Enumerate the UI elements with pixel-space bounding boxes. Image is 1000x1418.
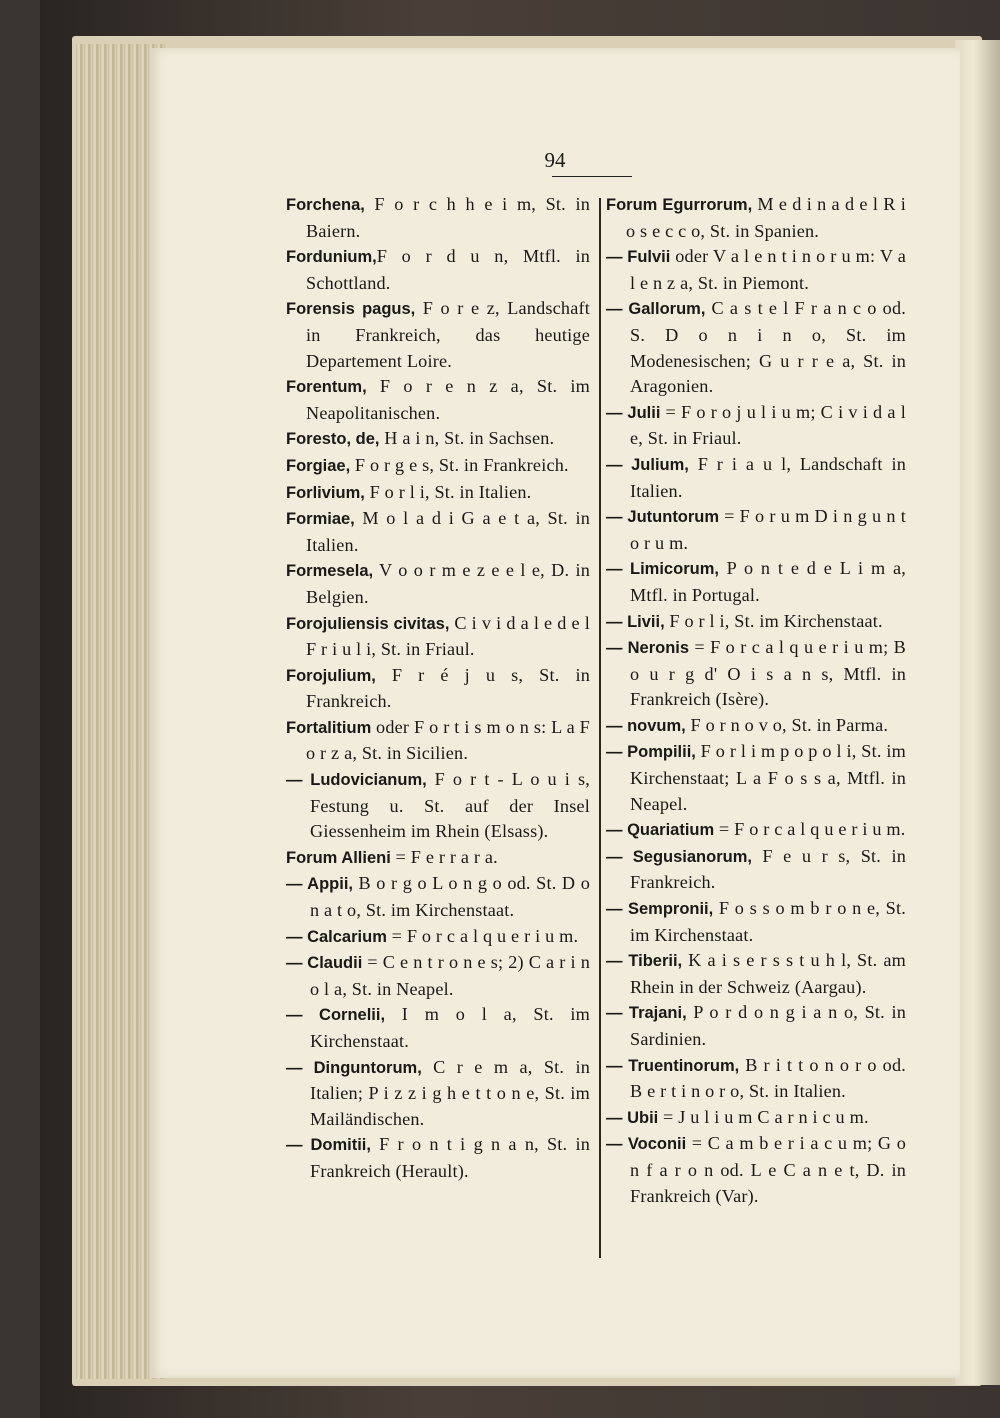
entry-headword: — Voconii xyxy=(606,1135,687,1154)
entry-text: M o l a d i G a e t a, St. in Italien. xyxy=(306,508,590,555)
entry-text: C r e m a, St. in Italien; P i z z i g h e t t o n e, St. im Mailändischen. xyxy=(310,1056,590,1129)
entry-text: C i v i d a l e d e l F r i u l i, St. in Friaul. xyxy=(306,612,590,660)
entry-headword: Foresto, de, xyxy=(286,430,380,449)
dictionary-entry xyxy=(286,453,590,480)
entry-headword: — Cornelii, xyxy=(286,1006,386,1025)
dictionary-entry xyxy=(286,924,590,951)
dictionary-entry xyxy=(606,609,906,636)
entry-headword: — Domitii, xyxy=(286,1136,371,1155)
entry-text: = J u l i u m C a r n i c u m. xyxy=(658,1106,869,1127)
dictionary-entry xyxy=(606,1053,906,1105)
dictionary-entry xyxy=(286,506,590,558)
dictionary-entry xyxy=(606,948,906,1000)
entry-headword: Fordunium, xyxy=(286,248,377,267)
dictionary-entry xyxy=(606,1131,906,1209)
entry-headword: Forum Egurrorum, xyxy=(606,196,753,214)
entry-headword: — Limicorum, xyxy=(606,560,719,579)
dictionary-entry xyxy=(286,374,590,426)
entry-text: B o r g o L o n g o od. St. D o n a t o, St. im Kirchenstaat. xyxy=(310,873,590,921)
entry-headword: — Livii, xyxy=(606,612,665,631)
entry-headword: — Trajani, xyxy=(606,1004,687,1023)
entry-headword: — Gallorum, xyxy=(606,300,706,319)
entry-text: F o r l i, St. im Kirchenstaat. xyxy=(664,610,883,631)
dictionary-entry xyxy=(606,192,906,244)
entry-headword: Fortalitium xyxy=(286,718,372,737)
dictionary-entry xyxy=(606,556,906,608)
entry-headword: — Truentinorum, xyxy=(606,1056,740,1075)
dictionary-entry xyxy=(286,611,590,663)
dictionary-entry xyxy=(286,426,590,453)
entry-text: F o r n o v o, St. in Parma. xyxy=(685,714,889,735)
facing-page-edge xyxy=(955,40,1000,1385)
dictionary-entry xyxy=(606,296,906,399)
entry-text: oder V a l e n t i n o r u m: V a l e n z a, St. in Piemont. xyxy=(630,246,906,293)
header-rule xyxy=(552,176,632,177)
entry-text: F o r e z, Landschaft in Frankreich, das heutige Departement Loire. xyxy=(306,298,590,371)
dictionary-entry xyxy=(606,400,906,452)
dictionary-entry xyxy=(286,192,590,244)
entry-text: F e u r s, St. in Frankreich. xyxy=(630,845,906,893)
entry-headword: Forentum, xyxy=(286,378,367,397)
entry-text: = F e r r a r a. xyxy=(390,846,498,867)
entry-headword: — Fulvii xyxy=(606,248,671,267)
entry-text: F r i a u l, Landschaft in Italien. xyxy=(630,453,907,501)
dictionary-entry xyxy=(606,896,906,948)
left-column xyxy=(286,192,590,1185)
entry-text: P o n t e d e L i m a, Mtfl. in Portugal. xyxy=(630,558,906,605)
entry-headword: — Quariatium xyxy=(606,821,715,840)
entry-headword: — Segusianorum, xyxy=(606,847,752,866)
entry-headword: — Jutuntorum xyxy=(606,508,720,527)
entry-text: F o r e n z a, St. im Neapolitanischen. xyxy=(306,376,590,423)
dictionary-entry xyxy=(606,635,906,713)
entry-text: B r i t t o n o r o od. B e r t i n o r o, St. in Italien. xyxy=(630,1054,906,1102)
entry-headword: — Tiberii, xyxy=(606,952,683,971)
entry-text: F o s s o m b r o n e, St. im Kirchenstaat. xyxy=(630,898,906,945)
entry-text: oder F o r t i s m o n s: L a F o r z a, St. in Sicilien. xyxy=(306,716,590,764)
dictionary-entry xyxy=(606,844,906,896)
entry-text: = F o r u m D i n g u n t o r u m. xyxy=(630,506,906,553)
entry-text: = F o r o j u l i u m; C i v i d a l e, St. in Friaul. xyxy=(630,401,906,449)
dictionary-entry xyxy=(606,452,906,504)
column-divider xyxy=(599,198,601,1258)
entry-text: F o r l i, St. in Italien. xyxy=(364,481,532,502)
entry-text: P o r d o n g i a n o, St. in Sardinien. xyxy=(630,1002,907,1049)
dictionary-entry xyxy=(606,817,906,844)
dictionary-entry xyxy=(286,845,590,872)
dictionary-entry xyxy=(286,244,590,296)
entry-headword: Forlivium, xyxy=(286,483,365,502)
entry-text: = C e n t r o n e s; 2) C a r i n o l a, St. in Neapel. xyxy=(310,952,590,999)
entry-headword: — Julium, xyxy=(606,455,689,474)
dictionary-entry xyxy=(286,1002,590,1054)
entry-text: = C a m b e r i a c u m; G o n f a r o n od. L e C a n e t, D. in Frankreich (Var). xyxy=(630,1133,906,1206)
dictionary-entry xyxy=(286,871,590,923)
entry-text: F o r d u n, Mtfl. in Schottland. xyxy=(306,246,590,293)
dictionary-entry xyxy=(606,504,906,556)
entry-text: F o r l i m p o p o l i, St. im Kirchenstaat; L a F o s s a, Mtfl. in Neapel. xyxy=(630,741,906,814)
dictionary-entry xyxy=(286,296,590,374)
entry-text: = F o r c a l q u e r i u m. xyxy=(714,819,906,840)
entry-headword: — Ubii xyxy=(606,1108,659,1127)
entry-headword: Forchena, xyxy=(286,196,365,214)
book-page xyxy=(150,48,960,1378)
entry-headword: Forgiae, xyxy=(286,456,351,475)
page-number: 94 xyxy=(544,148,566,172)
entry-text: F r o n t i g n a n, St. in Frankreich (Herault). xyxy=(310,1134,590,1181)
entry-text: = F o r c a l q u e r i u m. xyxy=(386,925,579,946)
entry-text: V o o r m e z e e l e, D. in Belgien. xyxy=(306,560,590,607)
entry-headword: — Pompilii, xyxy=(606,743,696,762)
dictionary-entry xyxy=(286,1132,590,1184)
entry-text: = F o r c a l q u e r i u m; B o u r g d' O i s a n s, Mtfl. in Frankreich (Isère). xyxy=(630,637,906,710)
entry-headword: — Ludovicianum, xyxy=(286,771,427,790)
entry-headword: Forojulium, xyxy=(286,666,376,685)
dictionary-entry xyxy=(606,1105,906,1132)
entry-headword: — Sempronii, xyxy=(606,900,714,919)
dictionary-entry xyxy=(606,739,906,817)
entry-headword: Forensis pagus, xyxy=(286,300,416,319)
dictionary-entry xyxy=(286,767,590,845)
entry-headword: — Calcarium xyxy=(286,927,387,946)
dictionary-entry xyxy=(286,950,590,1002)
entry-text: F r é j u s, St. in Frankreich. xyxy=(306,664,590,712)
dictionary-entry xyxy=(286,715,590,767)
entry-text: C a s t e l F r a n c o od. S. D o n i n o, St. im Modenesischen; G u r r e a, St. in Aragonien. xyxy=(630,298,906,397)
entry-text: I m o l a, St. im Kirchenstaat. xyxy=(310,1004,591,1051)
dictionary-entry xyxy=(606,713,906,740)
entry-text: H a i n, St. in Sachsen. xyxy=(379,428,555,449)
entry-text: K a i s e r s s t u h l, St. am Rhein in der Schweiz (Aargau). xyxy=(630,950,906,997)
entry-text: F o r c h h e i m, St. in Baiern. xyxy=(306,194,590,241)
dictionary-entry xyxy=(286,480,590,507)
entry-headword: — novum, xyxy=(606,716,686,735)
entry-headword: Forum Allieni xyxy=(286,848,391,867)
entry-text: F o r g e s, St. in Frankreich. xyxy=(350,454,569,475)
entry-headword: — Appii, xyxy=(286,875,354,894)
entry-headword: — Neronis xyxy=(606,639,690,658)
dictionary-entry xyxy=(606,244,906,296)
dictionary-entry xyxy=(286,558,590,610)
dictionary-entry xyxy=(286,663,590,715)
right-column xyxy=(606,192,906,1209)
entry-headword: — Dinguntorum, xyxy=(286,1058,422,1077)
entry-headword: — Julii xyxy=(606,403,661,422)
entry-text: M e d i n a d e l R i o s e c c o, St. in Spanien. xyxy=(626,194,906,241)
entry-headword: — Claudii xyxy=(286,954,363,973)
dictionary-entry xyxy=(286,1055,590,1133)
entry-headword: Forojuliensis civitas, xyxy=(286,614,450,633)
entry-headword: Formiae, xyxy=(286,510,355,529)
dictionary-entry xyxy=(606,1000,906,1052)
entry-text: F o r t - L o u i s, Festung u. St. auf der Insel Giessenheim im Rhein (Elsass). xyxy=(310,769,591,842)
entry-headword: Formesela, xyxy=(286,562,374,581)
